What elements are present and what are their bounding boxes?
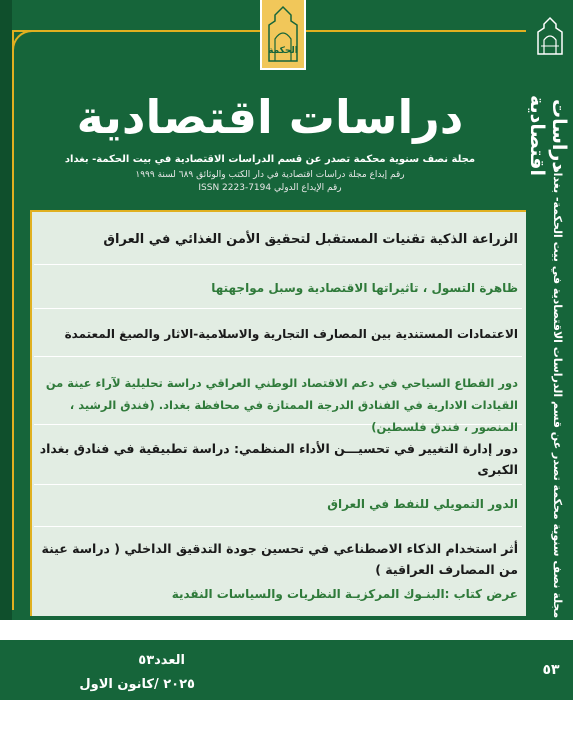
divider [34,264,522,265]
house-of-wisdom-logo-icon [263,3,303,65]
spine-title: دراسات اقتصادية [526,94,570,176]
deposit-number: رقم إيداع مجلة دراسات اقتصادية في دار الكتب والوثائق ٦٨٩ لسنة ١٩٩٩ [135,170,405,180]
issue-date: ٢٠٢٥ /كانون الاول [79,677,195,692]
issue-number: العدد٥٣ [138,653,185,668]
frame-line-left [12,30,14,610]
article-3: الاعتمادات المستندية بين المصارف التجارية والاسلامية-الاثار والصيغ المعتمدة [64,327,518,341]
article-4: دور القطاع السياحي في دعم الاقتصاد الوطني العراقي دراسة تحليلية لآراء عينة من القيادات الادارية في الفنادق الدرجة الممتازة في محافظة بغداد. (فندق الرشيد ، المنصور ، فندق فلسطين) [45,376,518,434]
article-1: الزراعة الذكية تقنيات المستقبل لتحقيق الأمن الغذائي في العراق [103,232,518,247]
spine-issue-number: ٥٣ [542,662,560,678]
divider [34,484,522,485]
svg-text:الحكمة: الحكمة [268,46,298,56]
journal-subtitle: مجلة نصف سنوية محكمة تصدر عن قسم الدراسات الاقتصادية في بيت الحكمة- بغداد [64,154,476,165]
article-8: عرض كتاب :البنـوك المركزيـة النظريات والسياسات النقدية [171,587,518,601]
article-2: ظاهرة التسول ، تاثيراتها الاقتصادية وسبل مواجهتها [211,281,518,295]
divider [34,308,522,309]
spine-subtitle: مجلة نصف سنوية محكمة تصدر عن قسم الدراسات الاقتصادية في بيت الحكمة- بغداد [551,166,564,618]
divider [34,526,522,527]
journal-title: دراسات اقتصادية [76,90,464,144]
issn-number: رقم الإيداع الدولي ISSN 2223-7194 [198,183,342,193]
article-7: أثر استخدام الذكاء الاصطناعي في تحسين جودة التدقيق الداخلي ( دراسة عينة من المصارف العراقية ) [41,541,518,577]
article-6: الدور التمويلي للنفط في العراق [327,497,518,511]
page-edge [0,0,12,620]
emblem-icon [536,16,564,56]
logo [260,0,306,70]
contents-panel [30,210,526,616]
article-5: دور إدارة التغيير في تحسيـــن الأداء المنظمي: دراسة تطبيقية في فنادق بغداد الكبرى [39,441,518,477]
divider [34,356,522,357]
